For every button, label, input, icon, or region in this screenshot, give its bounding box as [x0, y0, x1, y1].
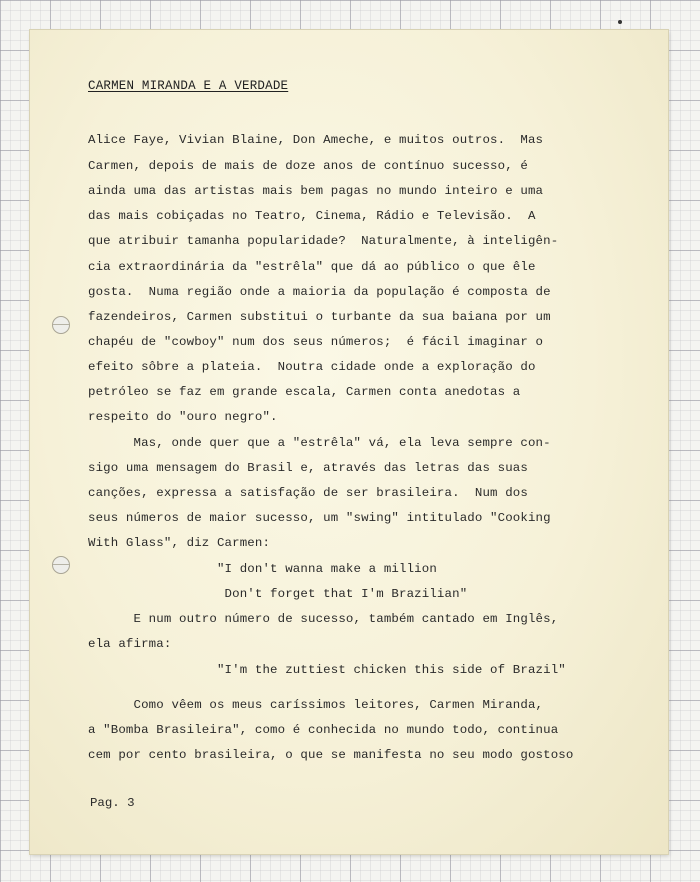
quote-line: Don't forget that I'm Brazilian"	[88, 587, 468, 601]
text-line: a "Bomba Brasileira", como é conhecida no mundo todo, continua	[88, 723, 559, 737]
quote-line: "I'm the zuttiest chicken this side of Brazil"	[88, 663, 566, 677]
text-line: cem por cento brasileira, o que se manifesta no seu modo gostoso	[88, 748, 574, 762]
text-line: efeito sôbre a plateia. Noutra cidade onde a exploração do	[88, 360, 536, 374]
text-line: seus números de maior sucesso, um "swing" intitulado "Cooking	[88, 511, 551, 525]
ink-dot	[618, 20, 622, 24]
text-line: respeito do "ouro negro".	[88, 410, 278, 424]
text-line: fazendeiros, Carmen substitui o turbante da sua baiana por um	[88, 310, 551, 324]
text-line: sigo uma mensagem do Brasil e, através das letras das suas	[88, 461, 528, 475]
text-line: chapéu de "cowboy" num dos seus números; é fácil imaginar o	[88, 335, 544, 349]
text-line: petróleo se faz em grande escala, Carmen conta anedotas a	[88, 385, 521, 399]
text-line: Mas, onde quer que a "estrêla" vá, ela leva sempre con-	[88, 436, 551, 450]
text-line: ainda uma das artistas mais bem pagas no mundo inteiro e uma	[88, 184, 544, 198]
text-line: gosta. Numa região onde a maioria da população é composta de	[88, 285, 551, 299]
document-title: CARMEN MIRANDA E A VERDADE	[88, 79, 289, 93]
text-line: Carmen, depois de mais de doze anos de contínuo sucesso, é	[88, 159, 528, 173]
text-line: E num outro número de sucesso, também cantado em Inglês,	[88, 612, 559, 626]
text-line: cia extraordinária da "estrêla" que dá ao público o que êle	[88, 260, 536, 274]
text-line: que atribuir tamanha popularidade? Naturalmente, à inteligên-	[88, 234, 559, 248]
text-line: Alice Faye, Vivian Blaine, Don Ameche, e muitos outros. Mas	[88, 133, 544, 147]
punch-hole	[52, 556, 70, 574]
page-number: Pag. 3	[90, 796, 135, 810]
text-line: das mais cobiçadas no Teatro, Cinema, Rádio e Televisão. A	[88, 209, 536, 223]
text-line: ela afirma:	[88, 637, 172, 651]
quote-line: "I don't wanna make a million	[88, 562, 437, 576]
text-line: canções, expressa a satisfação de ser brasileira. Num dos	[88, 486, 528, 500]
text-line: With Glass", diz Carmen:	[88, 536, 271, 550]
text-line: Como vêem os meus caríssimos leitores, Carmen Miranda,	[88, 698, 544, 712]
punch-hole	[52, 316, 70, 334]
